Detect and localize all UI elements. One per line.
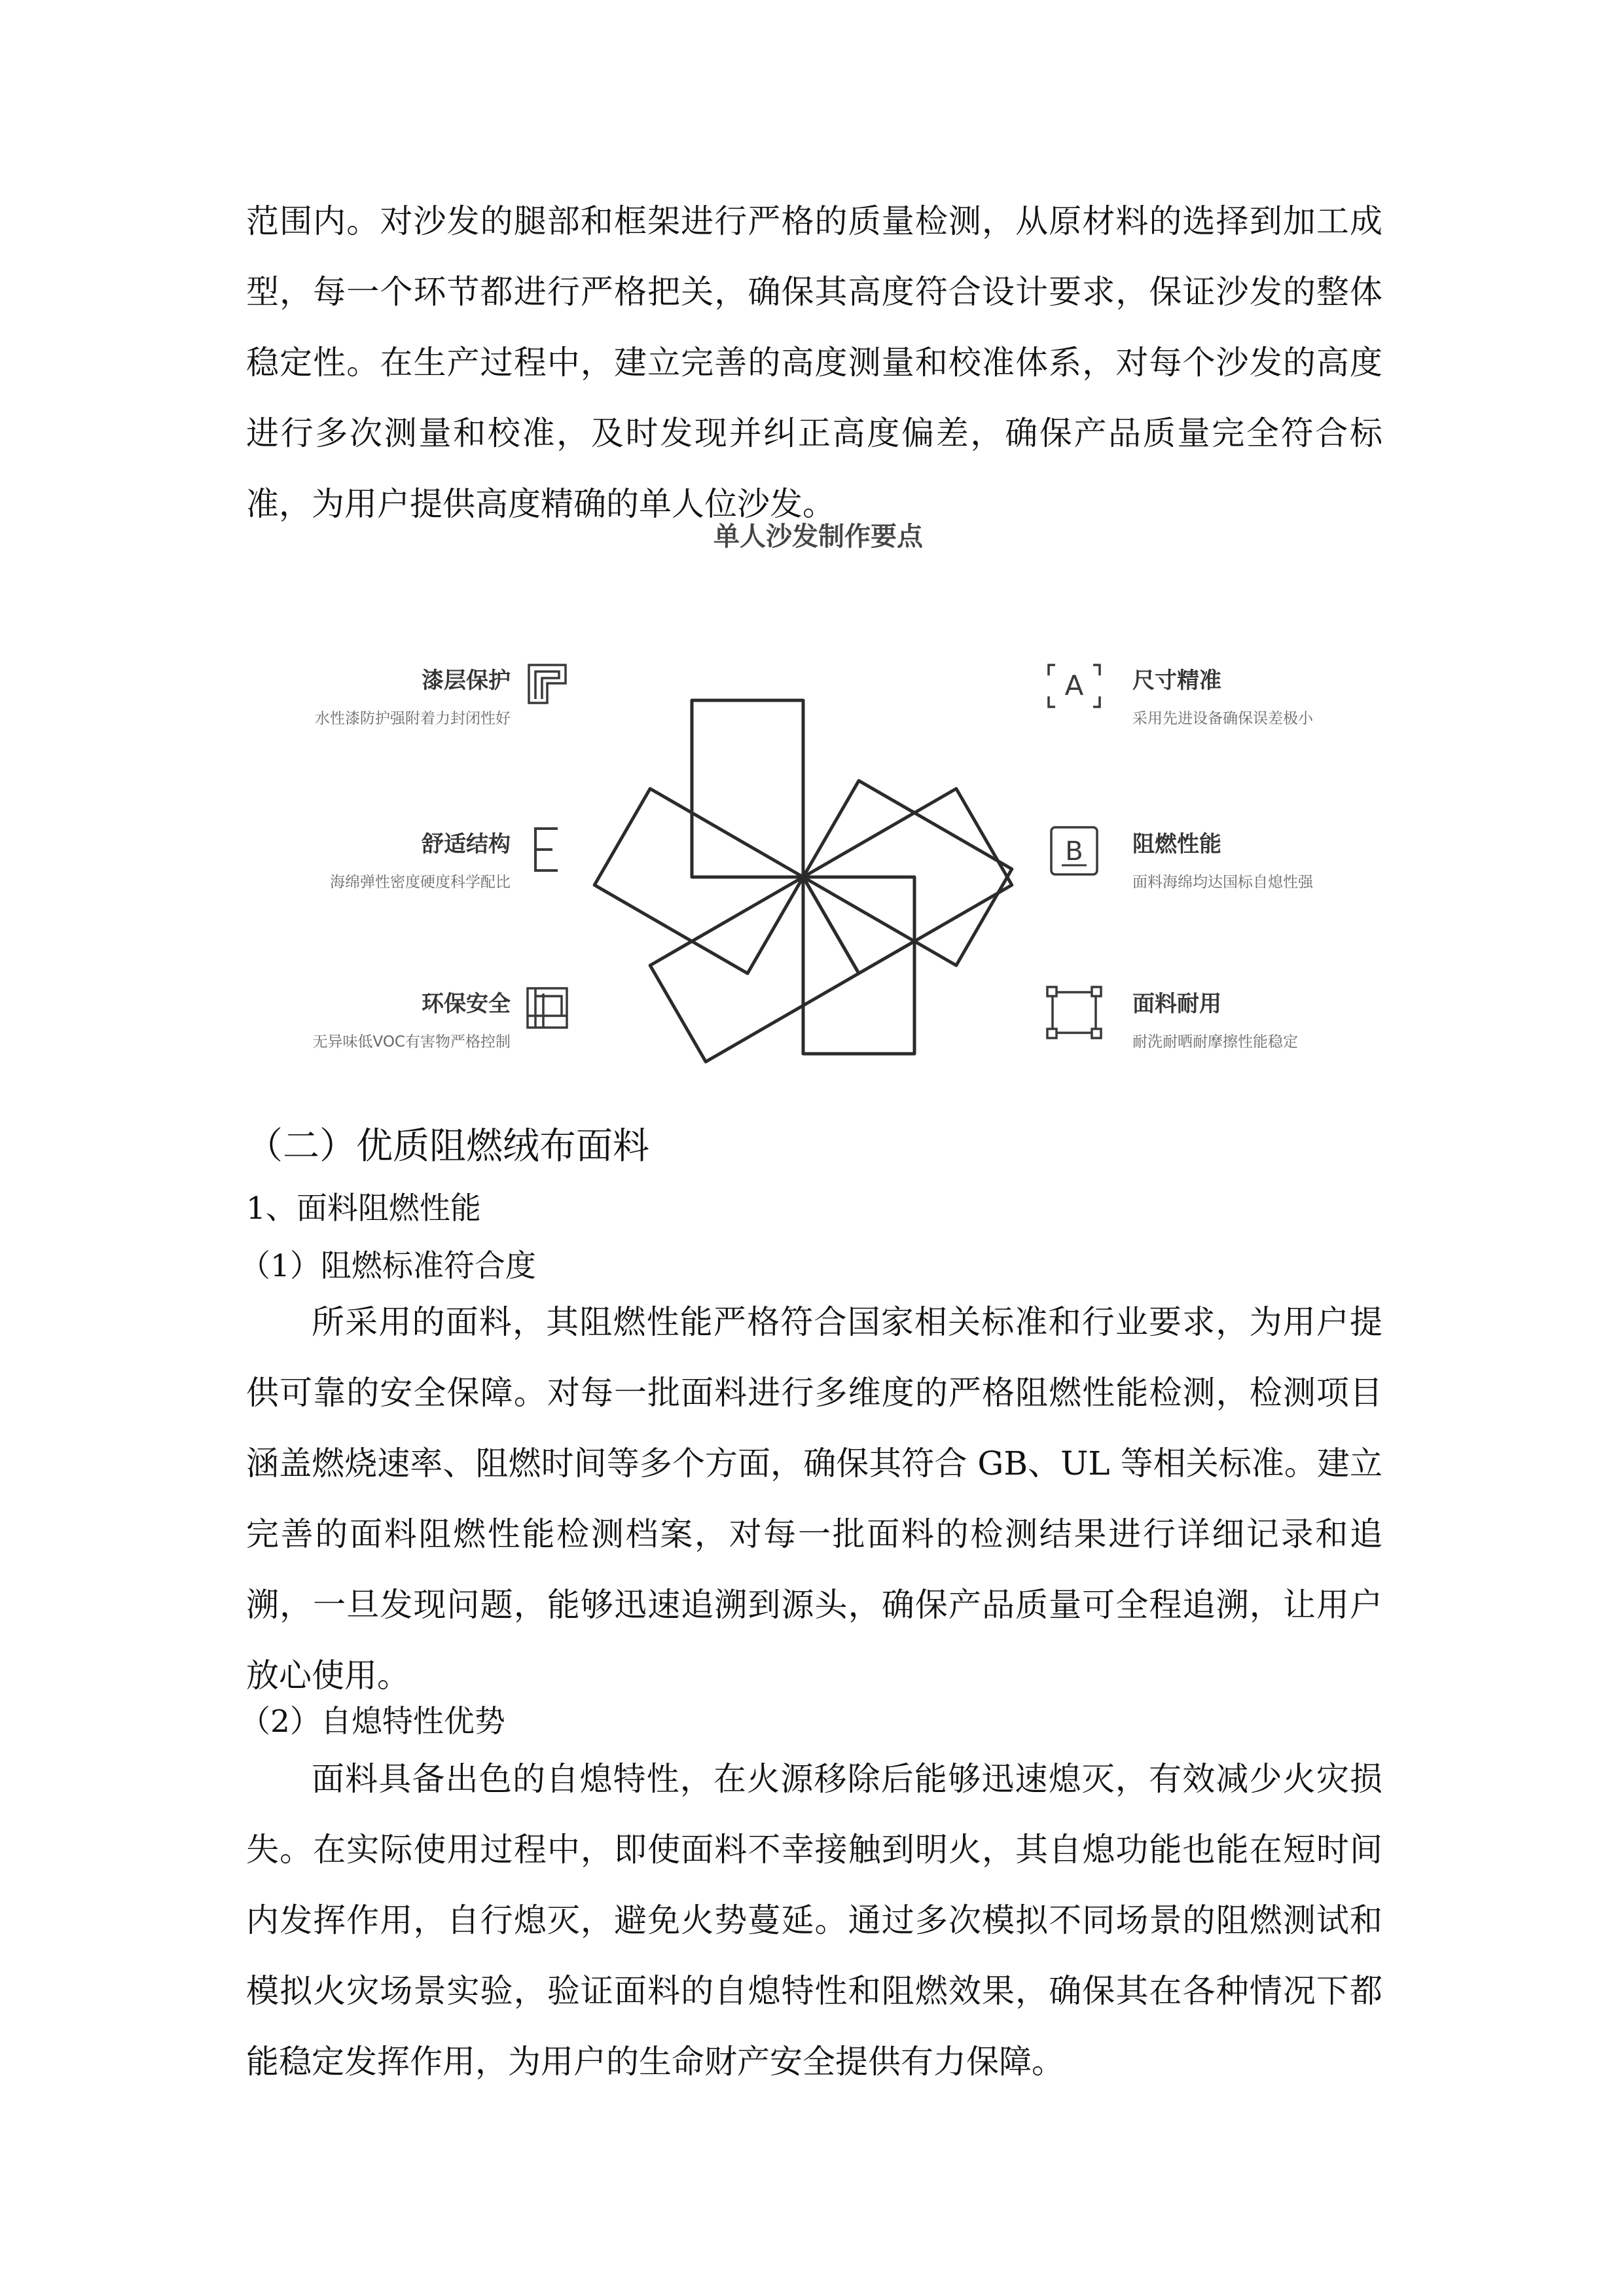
feature-paint-protection — [301, 666, 511, 729]
letter-a-frame-icon — [1045, 661, 1104, 711]
feature-title: 漆层保护 — [422, 668, 511, 694]
feature-size-precision — [1132, 666, 1329, 729]
pinwheel-blade-top — [692, 700, 803, 877]
square-handles-icon — [1045, 984, 1104, 1041]
feature-desc: 海绵弹性密度硬度科学配比 — [330, 874, 511, 891]
feature-desc: 面料海绵均达国标自熄性强 — [1132, 874, 1313, 891]
feature-fabric-durable — [1132, 990, 1329, 1052]
feature-comfort-structure — [301, 830, 511, 893]
letter-b-box-icon — [1047, 823, 1101, 878]
feature-desc: 耐洗耐晒耐摩擦性能稳定 — [1132, 1033, 1298, 1050]
sub-subsection-heading-self-extinguish: （2）自熄特性优势 — [240, 1704, 505, 1740]
pinwheel-blade-bottom-left — [650, 877, 859, 1062]
subsection-heading: 1、面料阻燃性能 — [246, 1191, 481, 1227]
corner-bracket-icon — [525, 660, 569, 707]
sub-subsection-heading-standards: （1）阻燃标准符合度 — [240, 1248, 536, 1284]
feature-title: 面料耐用 — [1132, 991, 1221, 1017]
feature-title: 环保安全 — [422, 991, 511, 1017]
figure-title: 单人沙发制作要点 — [713, 522, 923, 552]
feature-desc: 无异味低VOC有害物严格控制 — [312, 1033, 511, 1050]
grid-box-icon — [524, 983, 571, 1033]
feature-title: 尺寸精准 — [1132, 668, 1221, 694]
section-heading: （二）优质阻燃绒布面料 — [246, 1125, 649, 1168]
feature-title: 舒适结构 — [422, 831, 511, 857]
paragraph-flame-standard: 所采用的面料，其阻燃性能严格符合国家相关标准和行业要求，为用户提供可靠的安全保障。对每一批面料进行多维度的严格阻燃性能检测，检测项目涵盖燃烧速率、阻燃时间等多个方面，确保其符合 GB、UL 等相关标准。建立完善的面料阻燃性能检测档案，对每一批面料的检测结果进行详细记录和追溯，一旦发现问题，能够迅速追溯到源头，确保产品质量可全程追溯，让用户放心使用。 — [246, 1303, 1382, 1695]
feature-eco-safety — [301, 990, 511, 1052]
sofa-key-points-figure — [288, 511, 1348, 1100]
icon-letter-a: A — [1064, 670, 1084, 702]
pinwheel-blade-left — [594, 789, 803, 973]
feature-desc: 水性漆防护强附着力封闭性好 — [315, 710, 511, 727]
icon-letter-b: B — [1065, 836, 1083, 867]
feature-flame-retardant — [1132, 830, 1329, 893]
feature-title: 阻燃性能 — [1132, 831, 1221, 857]
letter-e-icon — [530, 825, 563, 874]
feature-desc: 采用先进设备确保误差极小 — [1132, 710, 1313, 727]
pinwheel-blade-right — [803, 781, 1012, 965]
paragraph-height-precision: 范围内。对沙发的腿部和框架进行严格的质量检测，从原材料的选择到加工成型，每一个环节都进行严格把关，确保其高度符合设计要求，保证沙发的整体稳定性。在生产过程中，建立完善的高度测量和校准体系，对每个沙发的高度进行多次测量和校准，及时发现并纠正高度偏差，确保产品质量完全符合标准，为用户提供高度精确的单人位沙发。 — [246, 202, 1382, 523]
paragraph-self-extinguish: 面料具备出色的自熄特性，在火源移除后能够迅速熄灭，有效减少火灾损失。在实际使用过程中，即使面料不幸接触到明火，其自熄功能也能在短时间内发挥作用，自行熄灭，避免火势蔓延。通过多次模拟不同场景的阻燃测试和模拟火灾场景实验，验证面料的自熄特性和阻燃效果，确保其在各种情况下都能稳定发挥作用，为用户的生命财产安全提供有力保障。 — [246, 1760, 1382, 2081]
pinwheel-blade-top-right — [803, 789, 1012, 973]
